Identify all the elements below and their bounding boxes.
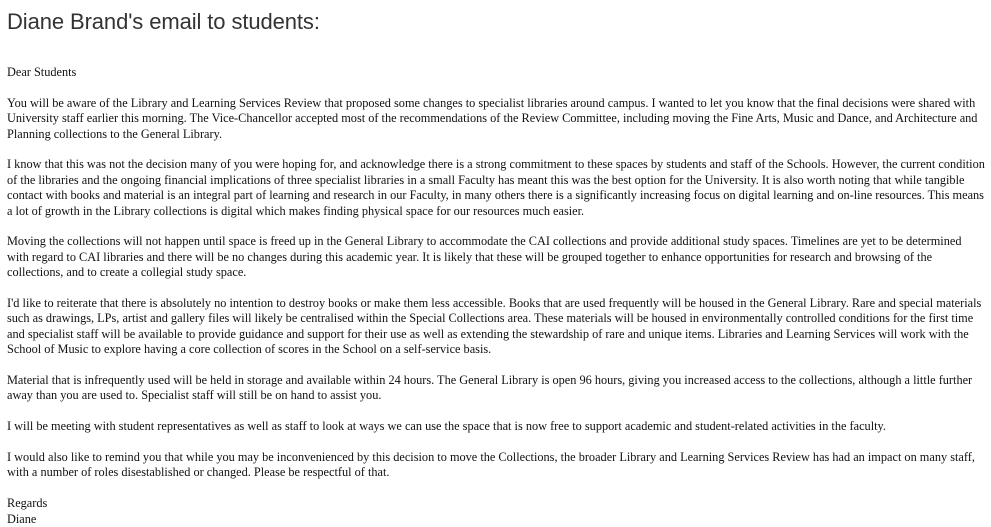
email-paragraph: I'd like to reiterate that there is absolutely no intention to destroy books or make them less accessible. Books that are used frequently will be housed in the General Library. Rare and special materials such as drawings, LPs, artist and gallery files will likely be centralised within the Special Collections area. These materials will be housed in environmentally controlled conditions for the first time and specialist staff will be available to provide guidance and support for their use as well as extending the stewardship of rare and unique items. Libraries and Learning Services will work with the School of Music to explore having a core collection of scores in the School on a self-service basis. (7, 296, 982, 357)
email-paragraph: Material that is infrequently used will be held in storage and available within 24 hours. The General Library is open 96 hours, giving you increased access to the collections, although a little further away than you are used to. Specialist staff will still be on hand to assist you. (7, 373, 973, 403)
email-paragraph: I will be meeting with student representatives as well as staff to look at ways we can use the space that is now free to support academic and student-related activities in the faculty. (7, 419, 886, 434)
page-content (7, 0, 985, 527)
email-signoff: Regards (7, 496, 48, 511)
email-body (7, 65, 985, 527)
email-paragraph: I know that this was not the decision many of you were hoping for, and acknowledge there is a strong commitment to these spaces by students and staff of the Schools. However, the current condition of the libraries and the ongoing financial implications of three specialist libraries in a small Faculty has meant this was the best option for the University. It is also worth noting that while tangible contact with books and material is an integral part of learning and research in our Faculty, in many others there is a significantly increasing focus on digital learning and on-line resources. This means a lot of growth in the Library collections is digital which makes finding physical space for our resources much easier. (7, 157, 985, 218)
email-paragraph: Moving the collections will not happen until space is freed up in the General Library to accommodate the CAI collections and provide additional study spaces. Timelines are yet to be determined with regard to CAI libraries and there will be no changes during this academic year. It is likely that these will be grouped together to enhance opportunities for research and browsing of the collections, and to create a collegial study space. (7, 234, 962, 280)
page-title: Diane Brand's email to students: (7, 9, 320, 34)
email-paragraph: You will be aware of the Library and Learning Services Review that proposed some changes to specialist libraries around campus. I wanted to let you know that the final decisions were shared with University staff earlier this morning. The Vice-Chancellor accepted most of the recommendations of the Review Committee, including moving the Fine Arts, Music and Dance, and Architecture and Planning collections to the General Library. (7, 95, 978, 141)
email-signature: Diane (7, 511, 37, 526)
email-paragraph: I would also like to remind you that while you may be inconvenienced by this decision to move the Collections, the broader Library and Learning Services Review has had an impact on many staff, with a number of roles disestablished or changed. Please be respectful of that. (7, 450, 975, 480)
email-greeting: Dear Students (7, 65, 77, 79)
